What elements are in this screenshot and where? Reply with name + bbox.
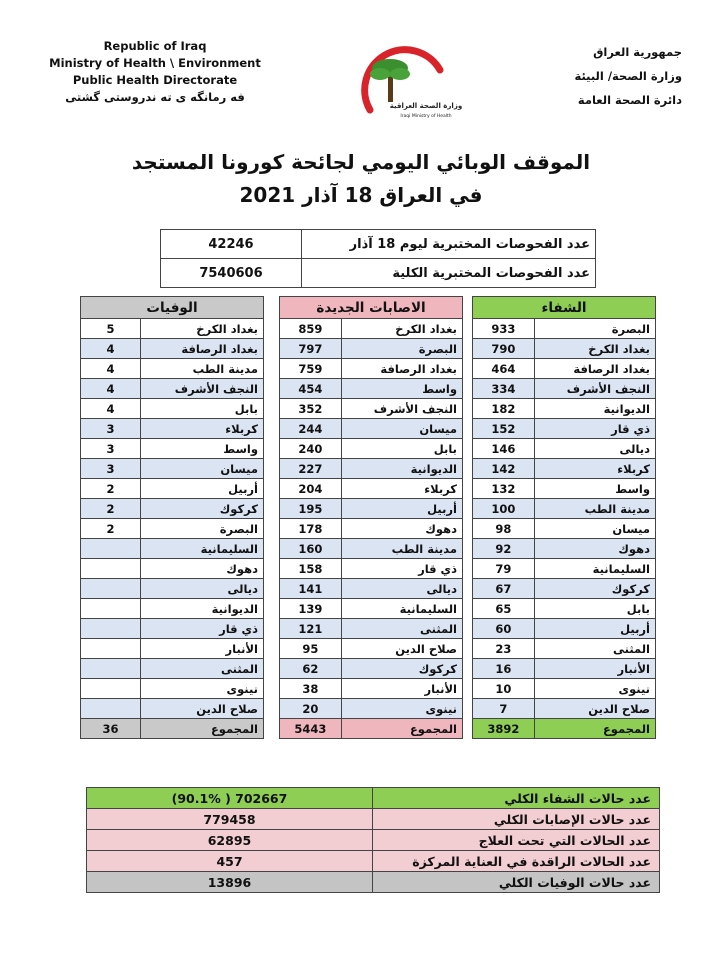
- recovered-value: 67: [473, 579, 535, 599]
- table-row: [81, 699, 264, 719]
- recovered-governorate: كربلاء: [534, 459, 655, 479]
- deaths-value: 2: [81, 519, 141, 539]
- table-row: [280, 519, 463, 539]
- new-cases-value: 141: [280, 579, 342, 599]
- deaths-value: 4: [81, 339, 141, 359]
- summary-row: [87, 809, 660, 830]
- recovered-governorate: صلاح الدين: [534, 699, 655, 719]
- deaths-governorate: ميسان: [141, 459, 264, 479]
- table-row: [280, 419, 463, 439]
- new-cases-governorate: الديوانية: [341, 459, 462, 479]
- new-cases-governorate: النجف الأشرف: [341, 399, 462, 419]
- table-row: [81, 639, 264, 659]
- deaths-value: 3: [81, 459, 141, 479]
- table-row: [81, 559, 264, 579]
- tests-row: [161, 259, 596, 288]
- table-row: [280, 319, 463, 339]
- new-cases-value: 62: [280, 659, 342, 679]
- table-row: [280, 399, 463, 419]
- summary-label: عدد حالات الوفيات الكلي: [372, 872, 659, 893]
- new-cases-table: [279, 296, 463, 739]
- table-row: [473, 579, 656, 599]
- table-row: [473, 679, 656, 699]
- table-row: [280, 579, 463, 599]
- summary-value: 13896: [87, 872, 373, 893]
- new-cases-governorate: البصرة: [341, 339, 462, 359]
- deaths-governorate: كربلاء: [141, 419, 264, 439]
- table-row: [280, 459, 463, 479]
- deaths-governorate: ذي قار: [141, 619, 264, 639]
- deaths-governorate: كركوك: [141, 499, 264, 519]
- recovered-value: 23: [473, 639, 535, 659]
- deaths-total-value: 36: [81, 719, 141, 739]
- new-cases-value: 38: [280, 679, 342, 699]
- header-english: [40, 38, 270, 106]
- deaths-governorate: مدينة الطب: [141, 359, 264, 379]
- table-row: [473, 399, 656, 419]
- recovered-value: 60: [473, 619, 535, 639]
- deaths-governorate: بغداد الكرخ: [141, 319, 264, 339]
- new-cases-value: 195: [280, 499, 342, 519]
- recovered-value: 142: [473, 459, 535, 479]
- recovered-governorate: بغداد الكرخ: [534, 339, 655, 359]
- new-cases-governorate: ذي قار: [341, 559, 462, 579]
- header-en-line-3: Public Health Directorate: [72, 73, 238, 87]
- table-row: [473, 379, 656, 399]
- table-row: [280, 439, 463, 459]
- recovered-governorate: واسط: [534, 479, 655, 499]
- table-row: [81, 479, 264, 499]
- deaths-governorate: السليمانية: [141, 539, 264, 559]
- recovered-value: 10: [473, 679, 535, 699]
- table-row: [473, 699, 656, 719]
- new-cases-governorate: كربلاء: [341, 479, 462, 499]
- header-ar-line-2: وزارة الصحة/ البيئة: [574, 69, 682, 83]
- deaths-governorate: النجف الأشرف: [141, 379, 264, 399]
- deaths-governorate: الديوانية: [141, 599, 264, 619]
- ministry-logo: [340, 30, 463, 140]
- deaths-value: [81, 679, 141, 699]
- table-row: [280, 379, 463, 399]
- table-row: [280, 679, 463, 699]
- recovered-total-label: المجموع: [534, 719, 655, 739]
- new-cases-value: 204: [280, 479, 342, 499]
- deaths-governorate: الأنبار: [141, 639, 264, 659]
- deaths-table: [80, 296, 264, 739]
- summary-table: [86, 787, 660, 893]
- recovered-value: 100: [473, 499, 535, 519]
- recovered-value: 182: [473, 399, 535, 419]
- summary-row: [87, 851, 660, 872]
- table-row: [81, 399, 264, 419]
- table-row: [473, 639, 656, 659]
- header-ar-line-1: جمهورية العراق: [593, 45, 682, 59]
- summary-row: [87, 830, 660, 851]
- table-row: [280, 499, 463, 519]
- deaths-value: [81, 639, 141, 659]
- deaths-value: [81, 699, 141, 719]
- recovered-value: 79: [473, 559, 535, 579]
- new-cases-value: 244: [280, 419, 342, 439]
- summary-value: 62895: [87, 830, 373, 851]
- summary-row: [87, 872, 660, 893]
- recovered-total-value: 3892: [473, 719, 535, 739]
- recovered-value: 92: [473, 539, 535, 559]
- new-cases-value: 160: [280, 539, 342, 559]
- new-cases-value: 139: [280, 599, 342, 619]
- recovered-governorate: كركوك: [534, 579, 655, 599]
- table-row: [473, 499, 656, 519]
- deaths-governorate: دهوك: [141, 559, 264, 579]
- summary-label: عدد حالات الشفاء الكلي: [372, 788, 659, 809]
- summary-value: (90.1% ) 702667: [87, 788, 373, 809]
- recovered-governorate: ديالى: [534, 439, 655, 459]
- new-cases-governorate: أربيل: [341, 499, 462, 519]
- deaths-governorate: بابل: [141, 399, 264, 419]
- recovered-governorate: السليمانية: [534, 559, 655, 579]
- new-cases-governorate: مدينة الطب: [341, 539, 462, 559]
- new-cases-governorate: السليمانية: [341, 599, 462, 619]
- recovered-value: 98: [473, 519, 535, 539]
- deaths-governorate: المثنى: [141, 659, 264, 679]
- table-row: [81, 659, 264, 679]
- table-row: [81, 339, 264, 359]
- recovered-value: 132: [473, 479, 535, 499]
- table-row: [473, 479, 656, 499]
- new-cases-header: الاصابات الجديدة: [280, 297, 463, 319]
- table-row: [473, 339, 656, 359]
- summary-label: عدد حالات الإصابات الكلي: [372, 809, 659, 830]
- recovered-governorate: نينوى: [534, 679, 655, 699]
- recovered-value: 65: [473, 599, 535, 619]
- tests-total-label: عدد الفحوصات المختبرية الكلية: [302, 259, 596, 288]
- new-cases-value: 20: [280, 699, 342, 719]
- new-cases-governorate: بغداد الكرخ: [341, 319, 462, 339]
- deaths-value: 4: [81, 359, 141, 379]
- table-row: [280, 539, 463, 559]
- logo-arabic-text: وزارة الصحة العراقية: [389, 102, 463, 110]
- deaths-total-label: المجموع: [141, 719, 264, 739]
- logo-english-text: Iraqi Ministry of Health: [400, 114, 452, 119]
- deaths-value: 4: [81, 399, 141, 419]
- header-arabic: [532, 40, 682, 112]
- table-row: [473, 439, 656, 459]
- new-cases-value: 178: [280, 519, 342, 539]
- new-cases-value: 759: [280, 359, 342, 379]
- table-row: [280, 599, 463, 619]
- new-cases-governorate: واسط: [341, 379, 462, 399]
- table-row: [473, 559, 656, 579]
- recovered-value: 16: [473, 659, 535, 679]
- deaths-governorate: بغداد الرصافة: [141, 339, 264, 359]
- deaths-value: 3: [81, 439, 141, 459]
- tests-table: [160, 229, 596, 288]
- table-row: [473, 659, 656, 679]
- recovered-value: 464: [473, 359, 535, 379]
- new-cases-governorate: الأنبار: [341, 679, 462, 699]
- recovered-value: 7: [473, 699, 535, 719]
- deaths-value: 5: [81, 319, 141, 339]
- new-cases-governorate: بابل: [341, 439, 462, 459]
- summary-row: [87, 788, 660, 809]
- deaths-governorate: البصرة: [141, 519, 264, 539]
- recovered-value: 152: [473, 419, 535, 439]
- deaths-value: [81, 579, 141, 599]
- table-row: [473, 519, 656, 539]
- new-cases-value: 121: [280, 619, 342, 639]
- new-cases-total-value: 5443: [280, 719, 342, 739]
- table-row: [81, 599, 264, 619]
- new-cases-value: 797: [280, 339, 342, 359]
- new-cases-total-label: المجموع: [341, 719, 462, 739]
- table-row: [280, 339, 463, 359]
- table-row: [81, 319, 264, 339]
- deaths-governorate: صلاح الدين: [141, 699, 264, 719]
- recovered-header: الشفاء: [473, 297, 656, 319]
- deaths-value: [81, 619, 141, 639]
- new-cases-value: 227: [280, 459, 342, 479]
- deaths-governorate: أربيل: [141, 479, 264, 499]
- total-row: [81, 719, 264, 739]
- new-cases-value: 454: [280, 379, 342, 399]
- summary-label: عدد الحالات الراقدة في العناية المركزة: [372, 851, 659, 872]
- new-cases-governorate: بغداد الرصافة: [341, 359, 462, 379]
- header-ar-line-3: دائرة الصحة العامة: [577, 93, 682, 107]
- recovered-governorate: ذي قار: [534, 419, 655, 439]
- header-en-line-1: Republic of Iraq: [103, 39, 207, 53]
- new-cases-governorate: نينوى: [341, 699, 462, 719]
- table-row: [280, 699, 463, 719]
- header-kurdish-line: فه رمانگه ی ته ندروستی گشتی: [65, 90, 245, 104]
- new-cases-value: 95: [280, 639, 342, 659]
- deaths-value: 2: [81, 479, 141, 499]
- recovered-governorate: أربيل: [534, 619, 655, 639]
- table-row: [81, 419, 264, 439]
- table-row: [81, 359, 264, 379]
- deaths-governorate: واسط: [141, 439, 264, 459]
- table-row: [473, 539, 656, 559]
- recovered-value: 334: [473, 379, 535, 399]
- recovered-governorate: بابل: [534, 599, 655, 619]
- table-row: [473, 619, 656, 639]
- table-row: [81, 519, 264, 539]
- table-row: [473, 319, 656, 339]
- deaths-governorate: ديالى: [141, 579, 264, 599]
- recovered-table: [472, 296, 656, 739]
- tests-daily-label: عدد الفحوصات المختبرية ليوم 18 آذار: [302, 230, 596, 259]
- table-row: [473, 459, 656, 479]
- table-row: [473, 599, 656, 619]
- header-en-line-2: Ministry of Health \ Environment: [49, 56, 261, 70]
- new-cases-governorate: كركوك: [341, 659, 462, 679]
- page-subtitle-date: في العراق 18 آذار 2021: [239, 183, 483, 207]
- recovered-governorate: المثنى: [534, 639, 655, 659]
- table-row: [473, 359, 656, 379]
- table-row: [280, 619, 463, 639]
- recovered-value: 790: [473, 339, 535, 359]
- deaths-header: الوفيات: [81, 297, 264, 319]
- deaths-value: 4: [81, 379, 141, 399]
- recovered-value: 933: [473, 319, 535, 339]
- table-row: [81, 439, 264, 459]
- recovered-value: 146: [473, 439, 535, 459]
- table-row: [280, 659, 463, 679]
- table-row: [280, 639, 463, 659]
- summary-value: 457: [87, 851, 373, 872]
- recovered-governorate: بغداد الرصافة: [534, 359, 655, 379]
- new-cases-governorate: ميسان: [341, 419, 462, 439]
- deaths-value: [81, 539, 141, 559]
- new-cases-governorate: المثنى: [341, 619, 462, 639]
- recovered-governorate: النجف الأشرف: [534, 379, 655, 399]
- deaths-value: [81, 599, 141, 619]
- recovered-governorate: البصرة: [534, 319, 655, 339]
- new-cases-governorate: صلاح الدين: [341, 639, 462, 659]
- deaths-value: [81, 559, 141, 579]
- summary-value: 779458: [87, 809, 373, 830]
- new-cases-governorate: ديالى: [341, 579, 462, 599]
- table-row: [280, 479, 463, 499]
- total-row: [280, 719, 463, 739]
- deaths-governorate: نينوى: [141, 679, 264, 699]
- recovered-governorate: ميسان: [534, 519, 655, 539]
- total-row: [473, 719, 656, 739]
- table-row: [81, 679, 264, 699]
- deaths-value: 2: [81, 499, 141, 519]
- table-row: [473, 419, 656, 439]
- table-row: [81, 459, 264, 479]
- table-row: [81, 499, 264, 519]
- table-row: [81, 379, 264, 399]
- new-cases-value: 859: [280, 319, 342, 339]
- tests-total-value: 7540606: [161, 259, 302, 288]
- recovered-governorate: الأنبار: [534, 659, 655, 679]
- deaths-value: [81, 659, 141, 679]
- table-row: [280, 559, 463, 579]
- new-cases-value: 158: [280, 559, 342, 579]
- new-cases-value: 352: [280, 399, 342, 419]
- table-row: [81, 619, 264, 639]
- table-row: [280, 359, 463, 379]
- table-row: [81, 539, 264, 559]
- recovered-governorate: دهوك: [534, 539, 655, 559]
- recovered-governorate: الديوانية: [534, 399, 655, 419]
- table-row: [81, 579, 264, 599]
- summary-label: عدد الحالات التي تحت العلاج: [372, 830, 659, 851]
- tests-daily-value: 42246: [161, 230, 302, 259]
- new-cases-value: 240: [280, 439, 342, 459]
- page-title: الموقف الوبائي اليومي لجائحة كورونا المستجد: [131, 150, 591, 174]
- recovered-governorate: مدينة الطب: [534, 499, 655, 519]
- tests-row: [161, 230, 596, 259]
- new-cases-governorate: دهوك: [341, 519, 462, 539]
- deaths-value: 3: [81, 419, 141, 439]
